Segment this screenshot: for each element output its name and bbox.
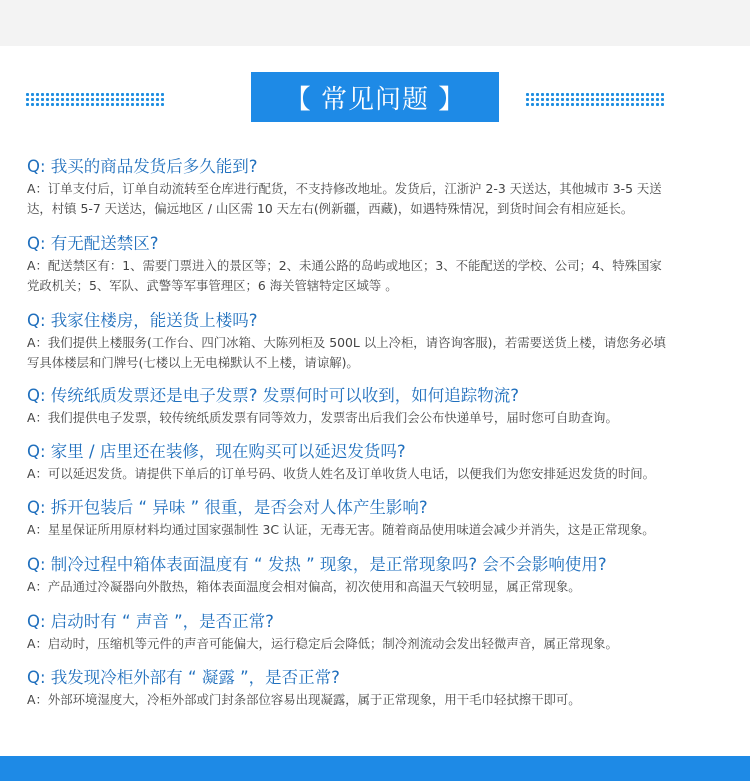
dot	[136, 93, 139, 96]
dot	[641, 93, 644, 96]
dot	[96, 98, 99, 101]
dot	[116, 93, 119, 96]
faq-question: Q: 传统纸质发票还是电子发票? 发票何时可以收到，如何追踪物流?	[27, 386, 520, 405]
dot	[161, 103, 164, 106]
dot	[116, 103, 119, 106]
top-band	[0, 0, 750, 46]
dot	[621, 103, 624, 106]
faq-answer-line: 党政机关；5、军队、武警等军事管理区；6 海关管辖特定区域等 。	[27, 278, 398, 293]
dot	[661, 98, 664, 101]
dot	[646, 103, 649, 106]
dot	[631, 98, 634, 101]
dot	[636, 93, 639, 96]
dot	[91, 98, 94, 101]
dot	[106, 98, 109, 101]
faq-question: Q: 我家住楼房，能送货上楼吗?	[27, 311, 258, 330]
section-title: 【 常见问题 】	[251, 72, 499, 122]
dot	[46, 103, 49, 106]
dot	[571, 93, 574, 96]
dot	[41, 93, 44, 96]
dot	[56, 103, 59, 106]
dot	[571, 98, 574, 101]
dot	[71, 98, 74, 101]
faq-answer-line: A：我们提供上楼服务(工作台、四门冰箱、大陈列柜及 500L 以上冷柜，请咨询客服)，若需要送货上楼，请您务必填	[27, 335, 666, 350]
faq-answer-line: A：可以延迟发货。请提供下单后的订单号码、收货人姓名及订单收货人电话，以便我们为您安排延迟发货的时间。	[27, 466, 656, 481]
faq-answer-line: A：启动时，压缩机等元件的声音可能偏大，运行稳定后会降低；制冷剂流动会发出轻微声音，属正常现象。	[27, 636, 618, 651]
dot	[581, 103, 584, 106]
dot	[601, 93, 604, 96]
dot	[626, 98, 629, 101]
dot	[136, 103, 139, 106]
faq-item-5	[27, 441, 727, 484]
dot	[96, 103, 99, 106]
dot	[56, 93, 59, 96]
dot	[126, 98, 129, 101]
dot	[621, 93, 624, 96]
dot	[641, 103, 644, 106]
dot	[536, 98, 539, 101]
dot	[121, 98, 124, 101]
dot	[41, 103, 44, 106]
faq-question: Q: 制冷过程中箱体表面温度有 “ 发热 ” 现象，是正常现象吗? 会不会影响使用?	[27, 555, 607, 574]
dot	[626, 103, 629, 106]
dot	[656, 93, 659, 96]
dot	[56, 98, 59, 101]
dot	[61, 93, 64, 96]
dot	[106, 93, 109, 96]
dot	[526, 103, 529, 106]
dot	[86, 98, 89, 101]
dot	[51, 93, 54, 96]
dot	[576, 103, 579, 106]
dot	[636, 103, 639, 106]
dot	[611, 98, 614, 101]
dot	[26, 93, 29, 96]
dot	[36, 103, 39, 106]
dot	[156, 93, 159, 96]
dot	[656, 98, 659, 101]
dot	[136, 98, 139, 101]
dot	[651, 98, 654, 101]
dot	[541, 103, 544, 106]
dot	[661, 93, 664, 96]
faq-item-4	[27, 385, 727, 428]
dot	[101, 93, 104, 96]
dot	[616, 103, 619, 106]
dot	[91, 103, 94, 106]
dot	[561, 98, 564, 101]
dot	[31, 93, 34, 96]
dot	[591, 93, 594, 96]
dot	[566, 103, 569, 106]
dot	[646, 93, 649, 96]
dot	[161, 98, 164, 101]
dot	[526, 93, 529, 96]
dot	[146, 103, 149, 106]
dot	[146, 93, 149, 96]
dot	[536, 93, 539, 96]
dot	[586, 103, 589, 106]
dot	[91, 93, 94, 96]
dot	[121, 93, 124, 96]
faq-answer-line: A：星星保证所用原材料均通过国家强制性 3C 认证，无毒无害。随着商品使用味道会减少并消失，这是正常现象。	[27, 522, 655, 537]
faq-item-3	[27, 310, 727, 373]
dot	[126, 93, 129, 96]
dot	[76, 98, 79, 101]
dot	[31, 98, 34, 101]
dot	[46, 98, 49, 101]
faq-question: Q: 我买的商品发货后多久能到?	[27, 157, 258, 176]
faq-question: Q: 有无配送禁区?	[27, 234, 159, 253]
dot	[606, 103, 609, 106]
dot	[636, 98, 639, 101]
dot	[661, 103, 664, 106]
dot	[66, 98, 69, 101]
dot	[616, 93, 619, 96]
dot	[646, 98, 649, 101]
dot	[606, 98, 609, 101]
dot	[606, 93, 609, 96]
dot	[81, 103, 84, 106]
faq-item-6	[27, 497, 727, 540]
dot-pattern-right	[526, 93, 666, 105]
dot	[591, 103, 594, 106]
dot	[106, 103, 109, 106]
faq-question: Q: 家里 / 店里还在装修，现在购买可以延迟发货吗?	[27, 442, 406, 461]
faq-question: Q: 我发现冷柜外部有 “ 凝露 ”，是否正常?	[27, 668, 340, 687]
dot	[631, 93, 634, 96]
dot	[651, 93, 654, 96]
dot	[141, 98, 144, 101]
faq-answer-line: 写具体楼层和门牌号(七楼以上无电梯默认不上楼，请谅解)。	[27, 355, 359, 370]
dot	[611, 103, 614, 106]
dot	[601, 98, 604, 101]
bottom-band	[0, 756, 750, 781]
faq-answer-line: A：配送禁区有：1、需要门票进入的景区等；2、未通公路的岛屿或地区；3、不能配送的学校、公司；4、特殊国家	[27, 258, 662, 273]
faq-answer-line: A：外部环境湿度大，冷柜外部或门封条部位容易出现凝露，属于正常现象，用干毛巾轻拭擦干即可。	[27, 692, 581, 707]
dot	[151, 103, 154, 106]
dot	[81, 93, 84, 96]
faq-answer-line: 达，村镇 5-7 天送达，偏远地区 / 山区需 10 天左右(例新疆，西藏)，如遇特殊情况，到货时间会有相应延长。	[27, 201, 634, 216]
dot	[586, 98, 589, 101]
dot	[81, 98, 84, 101]
dot	[26, 103, 29, 106]
faq-item-8	[27, 611, 727, 654]
dot	[561, 103, 564, 106]
dot	[566, 98, 569, 101]
dot	[656, 103, 659, 106]
dot	[126, 103, 129, 106]
dot	[616, 98, 619, 101]
dot	[586, 93, 589, 96]
dot	[546, 103, 549, 106]
dot	[561, 93, 564, 96]
dot	[76, 93, 79, 96]
dot	[146, 98, 149, 101]
dot	[96, 93, 99, 96]
dot	[131, 103, 134, 106]
dot	[141, 103, 144, 106]
dot	[156, 98, 159, 101]
dot	[536, 103, 539, 106]
dot	[556, 98, 559, 101]
faq-item-1	[27, 156, 727, 219]
dot	[541, 93, 544, 96]
dot	[526, 98, 529, 101]
dot	[596, 98, 599, 101]
dot	[71, 93, 74, 96]
dot	[156, 103, 159, 106]
dot	[86, 93, 89, 96]
dot	[151, 98, 154, 101]
dot	[66, 93, 69, 96]
dot	[76, 103, 79, 106]
faq-question: Q: 拆开包装后 “ 异味 ” 很重，是否会对人体产生影响?	[27, 498, 428, 517]
dot	[31, 103, 34, 106]
dot	[36, 93, 39, 96]
dot	[86, 103, 89, 106]
dot	[531, 98, 534, 101]
dot	[566, 93, 569, 96]
dot	[556, 93, 559, 96]
dot	[546, 93, 549, 96]
section-header	[0, 72, 750, 122]
dot	[551, 98, 554, 101]
dot	[576, 93, 579, 96]
dot	[61, 103, 64, 106]
dot	[641, 98, 644, 101]
dot	[41, 98, 44, 101]
dot	[151, 93, 154, 96]
faq-question: Q: 启动时有 “ 声音 ”，是否正常?	[27, 612, 274, 631]
dot	[556, 103, 559, 106]
dot	[551, 93, 554, 96]
dot	[581, 98, 584, 101]
dot	[46, 93, 49, 96]
dot	[66, 103, 69, 106]
dot	[531, 103, 534, 106]
dot	[71, 103, 74, 106]
faq-answer-line: A：我们提供电子发票，较传统纸质发票有同等效力，发票寄出后我们会公布快递单号，届时您可自助查询。	[27, 410, 618, 425]
dot	[591, 98, 594, 101]
faq-answer-line: A：产品通过冷凝器向外散热，箱体表面温度会相对偏高，初次使用和高温天气较明显，属正常现象。	[27, 579, 581, 594]
dot	[26, 98, 29, 101]
dot	[36, 98, 39, 101]
dot	[51, 103, 54, 106]
dot	[131, 93, 134, 96]
dot	[531, 93, 534, 96]
dot	[101, 98, 104, 101]
faq-answer-line: A：订单支付后，订单自动流转至仓库进行配货，不支持修改地址。发货后，江浙沪 2-3 天送达，其他城市 3-5 天送	[27, 181, 662, 196]
faq-item-9	[27, 667, 727, 710]
dot	[121, 103, 124, 106]
dot	[111, 103, 114, 106]
dot	[546, 98, 549, 101]
dot	[161, 93, 164, 96]
dot	[571, 103, 574, 106]
dot	[141, 93, 144, 96]
dot	[621, 98, 624, 101]
faq-item-7	[27, 554, 727, 597]
dot	[131, 98, 134, 101]
dot	[626, 93, 629, 96]
dot	[596, 93, 599, 96]
dot	[551, 103, 554, 106]
dot	[576, 98, 579, 101]
dot	[541, 98, 544, 101]
dot	[601, 103, 604, 106]
dot	[111, 93, 114, 96]
dot	[101, 103, 104, 106]
dot	[111, 98, 114, 101]
dot	[116, 98, 119, 101]
dot	[631, 103, 634, 106]
dot	[611, 93, 614, 96]
dot	[596, 103, 599, 106]
dot	[61, 98, 64, 101]
dot	[581, 93, 584, 96]
dot	[51, 98, 54, 101]
dot-pattern-left	[26, 93, 166, 105]
dot	[651, 103, 654, 106]
faq-item-2	[27, 233, 727, 296]
